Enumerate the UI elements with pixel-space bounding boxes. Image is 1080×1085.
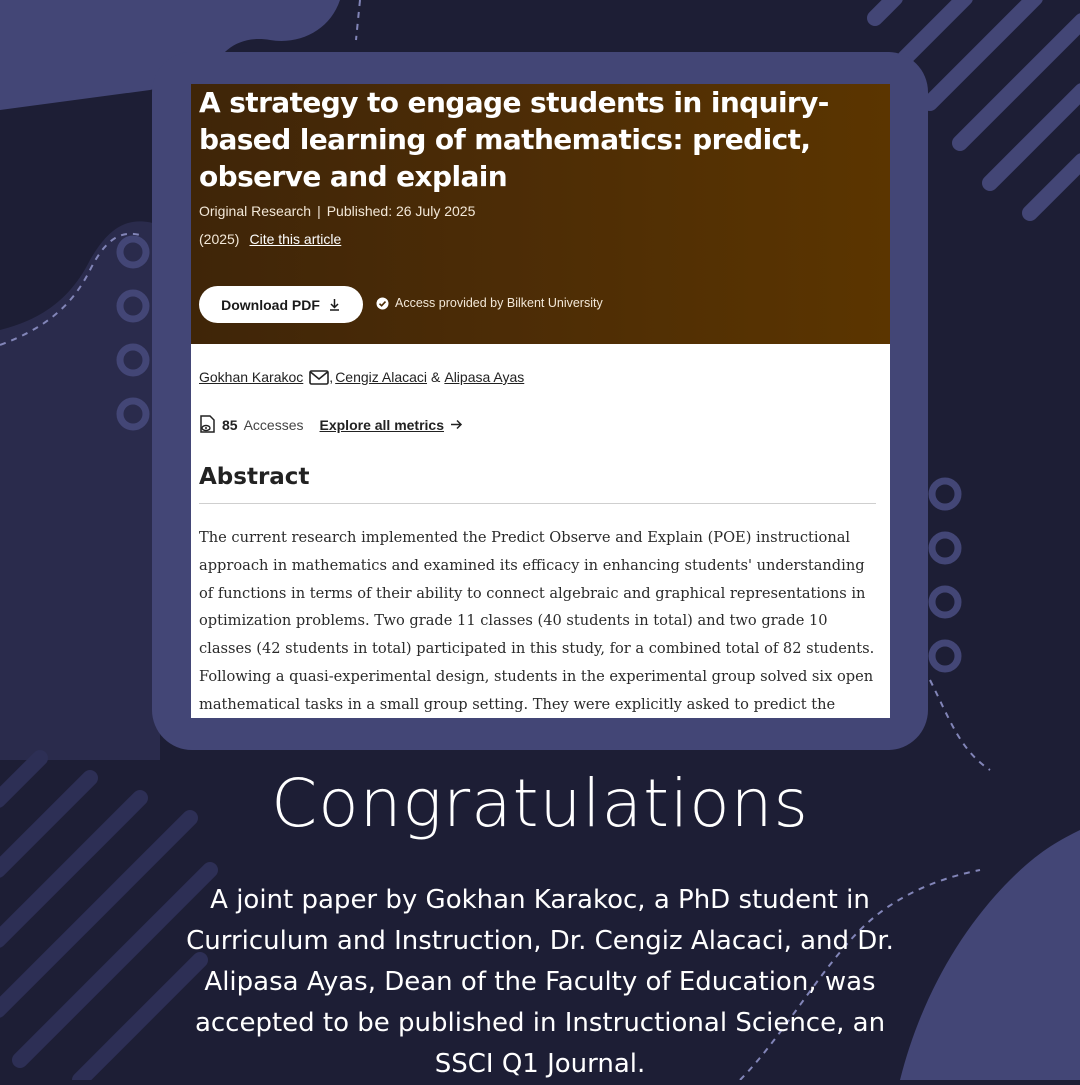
mail-icon[interactable] <box>309 370 329 385</box>
article-meta-2 <box>199 231 341 247</box>
article-year: (2025) <box>199 231 240 247</box>
metrics-bar <box>199 415 463 434</box>
meta-separator: | <box>317 203 321 219</box>
download-pdf-button[interactable] <box>199 286 363 323</box>
published-date: Published: 26 July 2025 <box>326 203 476 219</box>
cite-article-link[interactable]: Cite this article <box>249 231 342 247</box>
article-title: A strategy to engage students in inquiry-based learning of mathematics: predict, observe and explain <box>199 86 829 193</box>
accesses-label: Accesses <box>243 416 304 433</box>
article-header <box>191 84 890 344</box>
top-dashed-line <box>356 0 360 40</box>
download-pdf-label: Download PDF <box>221 296 320 313</box>
download-icon <box>328 298 341 311</box>
bottom-right-blob <box>900 830 1080 1080</box>
author-separator: & <box>431 369 441 385</box>
author-separator: , <box>329 369 334 385</box>
left-blob <box>0 221 160 760</box>
article-meta <box>199 203 475 219</box>
author-link[interactable]: Gokhan Karakoc <box>199 369 304 385</box>
abstract-text: The current research implemented the Predict Observe and Explain (POE) instructional approach in mathematics and examined its efficacy in enhancing students' understanding of functions in terms of their ability to connect algebraic and graphical representations in optimization problems. Two grade 11 classes (40 students in total) and two grade 10 classes (42 students in total) participated in this study, for a combined total of 82 students. Following a quasi-experimental design, students in the experimental group solved six open mathematical tasks in a small group setting. They were explicitly asked to predict the <box>199 529 875 713</box>
divider <box>199 503 876 504</box>
document-eye-icon <box>199 415 216 434</box>
access-text: Access provided by Bilkent University <box>395 296 603 310</box>
announcement-text: A joint paper by Gokhan Karakoc, a PhD student in Curriculum and Instruction, Dr. Cengiz Alacaci, and Dr. Alipasa Ayas, Dean of the Faculty of Education, was accepted to be published in Instructional Science, an SSCI Q1 Journal. <box>186 885 894 1079</box>
rings-right <box>932 481 958 669</box>
author-list <box>199 369 524 385</box>
article-type: Original Research <box>199 203 312 219</box>
congratulations-heading: Congratulations <box>271 765 809 842</box>
accesses-count: 85 <box>222 416 238 433</box>
access-info <box>376 296 603 310</box>
author-link[interactable]: Alipasa Ayas <box>444 369 525 385</box>
explore-metrics-link[interactable]: Explore all metrics <box>319 416 445 433</box>
right-dashed-curve <box>930 680 990 770</box>
arrow-right-icon <box>450 419 463 430</box>
author-link[interactable]: Cengiz Alacaci <box>335 369 428 385</box>
article-screenshot <box>191 84 890 718</box>
abstract-heading: Abstract <box>199 464 310 490</box>
check-circle-icon <box>376 297 389 310</box>
